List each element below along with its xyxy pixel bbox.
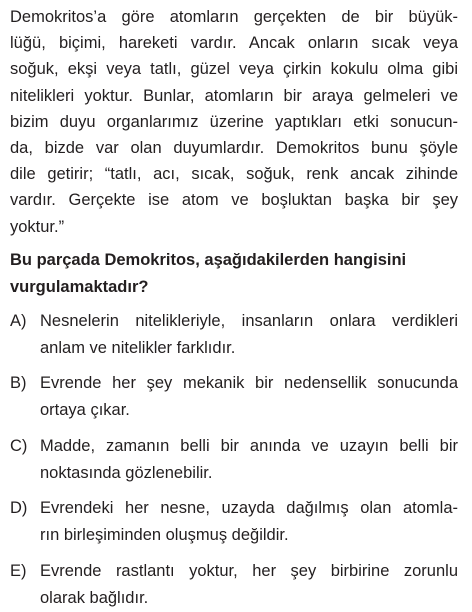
option-text: [40, 433, 458, 487]
passage-line: yoktur.”: [10, 217, 65, 236]
option-d[interactable]: [10, 495, 458, 549]
option-line: Evrende rastlantı yoktur, her şey birbirine zorunlu: [40, 561, 458, 580]
passage-line: bizim duyu organlarımız üzerine yaptıkları etki sonucun-: [10, 112, 458, 131]
option-text: [40, 370, 458, 424]
passage: [10, 4, 458, 240]
option-letter: C): [10, 436, 28, 455]
option-letter: B): [10, 374, 27, 393]
option-line: ortaya çıkar.: [40, 401, 130, 420]
option-line: Evrendeki her nesne, uzayda dağılmış olan atomla-: [40, 499, 458, 518]
passage-line: Demokritos’a göre atomların gerçekten de bir büyük-: [10, 8, 458, 26]
option-c[interactable]: [10, 433, 458, 487]
option-line: rın birleşiminden oluşmuş değildir.: [40, 526, 289, 545]
passage-line: da, bizde var olan duyumlardır. Demokritos bunu şöyle: [10, 138, 458, 157]
passage-line: nitelikleri yoktur. Bunlar, atomların bir araya gelmeleri ve: [10, 86, 458, 105]
option-line: olarak bağlıdır.: [40, 588, 149, 607]
option-text: [40, 308, 458, 362]
passage-line: dile getirir; “tatlı, acı, sıcak, soğuk, renk ancak zihinde: [10, 165, 458, 184]
question-line: Bu parçada Demokritos, aşağıdakilerden hangisini: [10, 250, 407, 269]
option-letter: A): [10, 311, 27, 330]
option-line: noktasında gözlenebilir.: [40, 463, 213, 482]
option-a[interactable]: [10, 308, 458, 362]
option-line: anlam ve nitelikler farklıdır.: [40, 338, 236, 357]
answer-options: [10, 308, 458, 612]
option-line: Madde, zamanın belli bir anında ve uzayın belli bir: [40, 436, 458, 455]
passage-line: soğuk, ekşi veya tatlı, güzel veya çirkin kokulu olma gibi: [10, 60, 458, 79]
question-line: vurgulamaktadır?: [10, 277, 149, 296]
option-e[interactable]: [10, 558, 458, 612]
question-stem: [10, 247, 458, 301]
option-letter: E): [10, 561, 27, 580]
passage-line: lüğü, biçimi, hareketi vardır. Ancak onların sıcak veya: [10, 34, 458, 53]
option-b[interactable]: [10, 370, 458, 424]
option-line: Evrende her şey mekanik bir nedensellik sonucunda: [40, 374, 458, 393]
option-text: [40, 558, 458, 612]
option-line: Nesnelerin nitelikleriyle, insanların onlara verdikleri: [40, 311, 458, 330]
option-text: [40, 495, 458, 549]
option-letter: D): [10, 499, 28, 518]
passage-line: vardır. Gerçekte ise atom ve boşluktan başka bir şey: [10, 191, 458, 210]
